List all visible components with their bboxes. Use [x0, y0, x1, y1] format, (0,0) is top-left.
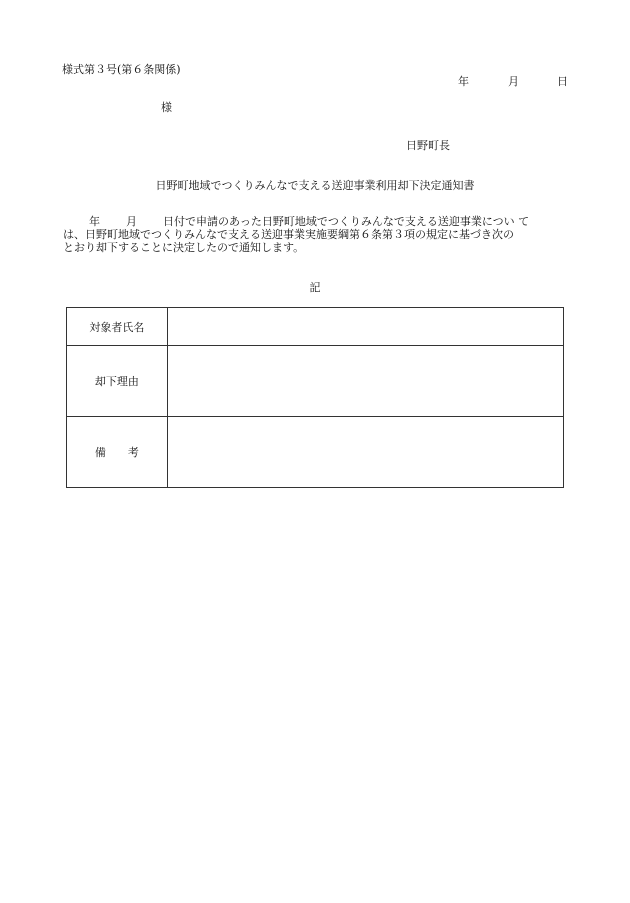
- ki-mark: 記: [309, 281, 321, 294]
- body-line-2: は、日野町地域でつくりみんなで支える送迎事業実施要綱第６条第３項の規定に基づき次の: [63, 228, 514, 241]
- form-number: 様式第３号(第６条関係): [62, 63, 181, 76]
- rejection-reason-label: 却下理由: [67, 346, 168, 417]
- subject-name-label: 対象者氏名: [67, 308, 168, 346]
- body-line-1: [63, 215, 569, 228]
- remarks-field[interactable]: [167, 417, 563, 488]
- body-line-1-text: 日付で申請のあった日野町地域でつくりみんなで支える送迎事業につい て: [163, 215, 530, 228]
- table-row-subject-name: [67, 308, 564, 346]
- date-year-label: 年: [458, 75, 469, 88]
- table-row-remarks: [67, 417, 564, 488]
- date-month-label: 月: [508, 75, 519, 88]
- subject-name-field[interactable]: [167, 308, 563, 346]
- rejection-reason-field[interactable]: [167, 346, 563, 417]
- document-title: 日野町地域でつくりみんなで支える送迎事業利用却下決定通知書: [155, 179, 475, 192]
- recipient-honorific: 様: [161, 101, 172, 114]
- date-day-label: 日: [557, 75, 568, 88]
- notice-body: [63, 215, 569, 254]
- body-line-3: とおり却下することに決定したので通知します。: [63, 241, 305, 254]
- body-month-label: 月: [126, 215, 137, 228]
- body-year-label: 年: [89, 215, 100, 228]
- detail-table: [66, 307, 564, 488]
- remarks-label: 備 考: [67, 417, 168, 488]
- table-row-rejection-reason: [67, 346, 564, 417]
- issuer-name: 日野町長: [406, 139, 450, 152]
